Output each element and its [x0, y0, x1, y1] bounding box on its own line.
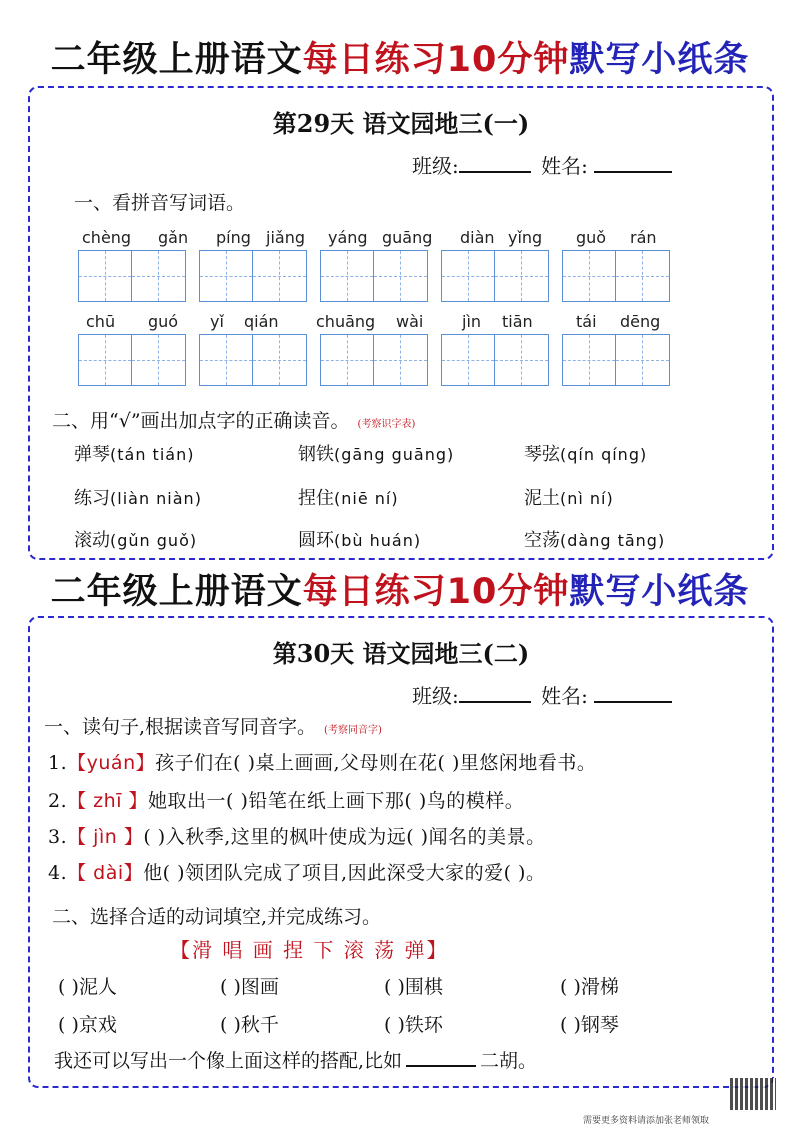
pronunciation-item[interactable]: 泥土(nì ní) [524, 488, 614, 509]
banner-part-grade: 二年级上册语文 [50, 572, 303, 612]
extension-line[interactable]: 我还可以写出一个像上面这样的搭配,比如 二胡。 [54, 1046, 537, 1073]
pinyin-2-3b: wài [396, 312, 424, 331]
day30-worksheet [28, 616, 774, 1088]
pronunciation-item[interactable]: 捏住(niē ní) [298, 488, 399, 509]
pinyin-2-5: tái [576, 312, 597, 331]
class-blank[interactable] [459, 683, 531, 703]
name-blank[interactable] [594, 153, 672, 173]
pronunciation-item[interactable]: 钢铁(gāng guāng) [298, 444, 455, 465]
name-label: 姓名: [541, 154, 588, 178]
day29-worksheet [28, 86, 774, 560]
name-blank[interactable] [594, 683, 672, 703]
writing-grid[interactable] [441, 334, 549, 386]
writing-grid[interactable] [320, 334, 428, 386]
writing-grid[interactable] [78, 334, 186, 386]
fill-blank-item[interactable]: ( )图画 [220, 976, 279, 998]
pinyin-2-4b: tiān [502, 312, 533, 331]
banner-part-dictation: 默写小纸条 [569, 40, 750, 80]
pinyin-1-1b: gǎn [158, 228, 189, 247]
writing-grid[interactable] [320, 250, 428, 302]
pinyin-1-2b: jiǎng [266, 228, 305, 247]
pinyin-2-3: chuāng [316, 312, 376, 331]
pronunciation-item[interactable]: 弹琴(tán tián) [74, 444, 195, 465]
class-blank[interactable] [459, 153, 531, 173]
banner-part-dictation: 默写小纸条 [569, 572, 750, 612]
banner-part-practice: 每日练习10分钟 [302, 572, 570, 612]
day29-title: 第29天 语文园地三(一) [272, 109, 530, 138]
banner-title [0, 570, 800, 614]
pinyin-1-5b: rán [630, 228, 657, 247]
pinyin-1-1: chèng [82, 228, 132, 247]
pronunciation-item[interactable]: 空荡(dàng tāng) [524, 530, 666, 551]
fill-blank-item[interactable]: ( )钢琴 [560, 1014, 619, 1036]
sentence-item[interactable]: 3.【 jìn 】( )入秋季,这里的枫叶使成为远( )闻名的美景。 [48, 826, 546, 848]
sentence-item[interactable]: 4.【 dài】他( )领团队完成了项目,因此深受大家的爱( )。 [48, 862, 546, 884]
pinyin-1-3b: guāng [382, 228, 433, 247]
pronunciation-item[interactable]: 练习(liàn niàn) [74, 488, 202, 509]
section2-note: (考察识字表) [357, 419, 416, 430]
pinyin-1-2: píng [216, 228, 251, 247]
pinyin-2-1b: guó [148, 312, 179, 331]
pinyin-1-5: guǒ [576, 228, 607, 247]
fill-blank-item[interactable]: ( )泥人 [58, 976, 117, 998]
pinyin-1-3: yáng [328, 228, 368, 247]
writing-grid[interactable] [78, 250, 186, 302]
writing-grid[interactable] [441, 250, 549, 302]
fill-blank-item[interactable]: ( )铁环 [384, 1014, 443, 1036]
qr-code-image [730, 1078, 776, 1110]
day30-section1-heading: 一、读句子,根据读音写同音字。 (考察同音字) [44, 716, 382, 738]
pinyin-1-4b: yǐng [508, 228, 543, 247]
day30-section2-heading: 二、选择合适的动词填空,并完成练习。 [52, 906, 382, 928]
banner-part-grade: 二年级上册语文 [50, 40, 303, 80]
fill-blank-item[interactable]: ( )滑梯 [560, 976, 619, 998]
name-label: 姓名: [541, 684, 588, 708]
pinyin-2-1: chū [86, 312, 116, 331]
pronunciation-item[interactable]: 琴弦(qín qíng) [524, 444, 648, 465]
pinyin-2-2: yǐ [210, 312, 224, 331]
writing-grid[interactable] [562, 250, 670, 302]
pronunciation-item[interactable]: 滚动(gǔn guǒ) [74, 530, 198, 551]
pinyin-2-4: jìn [462, 312, 482, 331]
day29-class-name-line [412, 150, 672, 179]
pinyin-2-5b: dēng [620, 312, 661, 331]
day29-section2-heading: 二、用“√”画出加点字的正确读音。 (考察识字表) [52, 410, 416, 432]
sentence-item[interactable]: 1.【yuán】孩子们在( )桌上画画,父母则在花( )里悠闲地看书。 [48, 752, 597, 774]
day30-class-name-line [412, 680, 672, 709]
day30-title: 第30天 语文园地三(二) [272, 639, 530, 668]
writing-grid[interactable] [199, 334, 307, 386]
fill-blank-item[interactable]: ( )京戏 [58, 1014, 117, 1036]
pinyin-1-4: diàn [460, 228, 495, 247]
fill-blank-item[interactable]: ( )围棋 [384, 976, 443, 998]
pronunciation-item[interactable]: 圆环(bù huán) [298, 530, 422, 551]
fill-blank-item[interactable]: ( )秋千 [220, 1014, 279, 1036]
class-label: 班级: [412, 684, 459, 708]
section1-note: (考察同音字) [324, 725, 382, 736]
word-bank: 【滑 唱 画 捏 下 滚 荡 弹】 [170, 938, 449, 962]
writing-grid[interactable] [562, 334, 670, 386]
banner-title [0, 38, 800, 82]
day29-section1-heading: 一、看拼音写词语。 [74, 192, 246, 214]
class-label: 班级: [412, 154, 459, 178]
writing-grid[interactable] [199, 250, 307, 302]
sentence-item[interactable]: 2.【 zhī 】她取出一( )铅笔在纸上画下那( )鸟的模样。 [48, 790, 525, 812]
footer-note: 需要更多资料请添加张老师领取 [583, 1116, 710, 1126]
pinyin-2-2b: qián [244, 312, 279, 331]
banner-part-practice: 每日练习10分钟 [302, 40, 570, 80]
